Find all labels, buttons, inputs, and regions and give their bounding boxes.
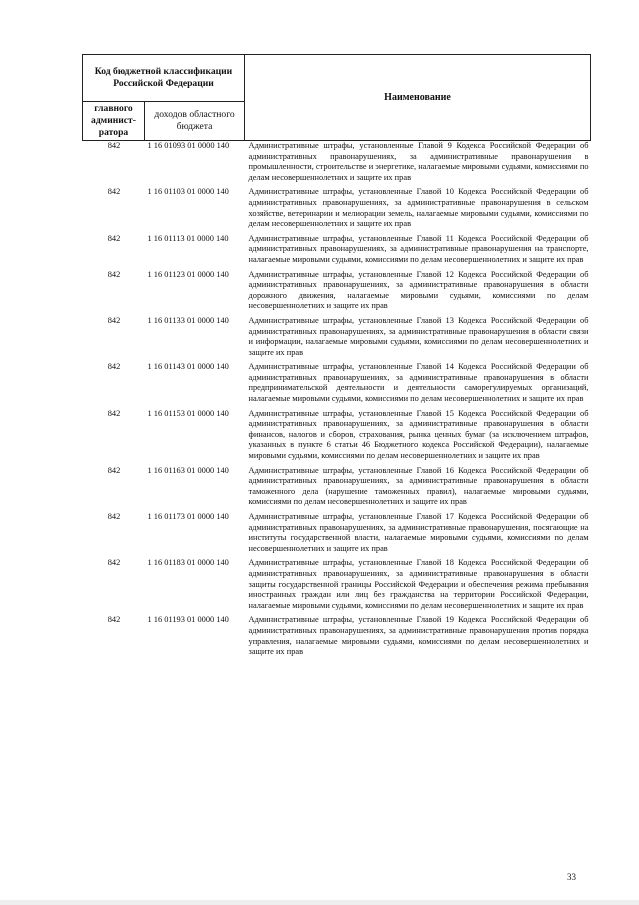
- income-code-cell: 1 16 01123 01 0000 140: [147, 269, 229, 279]
- admin-code-cell: 842: [107, 408, 121, 418]
- description-cell: Административные штрафы, установленные Главой 15 Кодекса Российской Федерации об административных правонарушениях, за административные правонарушения в области финансов, налогов и сборов, страхования, рынка ценных бумаг (за исключением штрафов, указанных в пункте 6 статьи 46 Бюджетного кодекса Российской Федерации), налагаемые мировыми судьями, комиссиями по делам несовершеннолетних и защите их прав: [248, 408, 589, 461]
- description-cell: Административные штрафы, установленные Главой 16 Кодекса Российской Федерации об административных правонарушениях, за административные правонарушения в области таможенного дела (нарушение таможенных правил), налагаемые мировыми судьями, комиссиями по делам несовершеннолетних и защите их прав: [248, 465, 589, 507]
- description-cell: Административные штрафы, установленные Главой 11 Кодекса Российской Федерации об административных правонарушениях, за административные правонарушения на транспорте, налагаемые мировыми судьями, комиссиями по делам несовершеннолетних и защите их прав: [248, 233, 589, 264]
- table-body: [83, 141, 591, 662]
- income-code-cell: 1 16 01133 01 0000 140: [147, 315, 229, 325]
- admin-code-cell: 842: [107, 315, 121, 325]
- income-code-cell: 1 16 01163 01 0000 140: [147, 465, 229, 475]
- admin-code-cell: 842: [107, 187, 121, 197]
- table-row: [83, 362, 591, 408]
- description-cell: Административные штрафы, установленные Главой 14 Кодекса Российской Федерации об административных правонарушениях, за административные правонарушения в области предпринимательской деятельности и деятельности саморегулируемых организаций, налагаемые мировыми судьями, комиссиями по делам несовершеннолетних и защите их прав: [248, 362, 589, 404]
- description-cell: Административные штрафы, установленные Главой 9 Кодекса Российской Федерации об административных правонарушениях, за административные правонарушения в промышленности, строительстве и энергетике, налагаемые мировыми судьями, комиссиями по делам несовершеннолетних и защите их прав: [248, 141, 589, 182]
- income-code-cell: 1 16 01173 01 0000 140: [147, 512, 229, 521]
- admin-code-cell: 842: [107, 465, 121, 475]
- income-code-cell: 1 16 01183 01 0000 140: [147, 558, 229, 568]
- income-code-cell: 1 16 01193 01 0000 140: [147, 615, 229, 625]
- admin-code-cell: 842: [107, 141, 121, 150]
- description-cell: Административные штрафы, установленные Главой 17 Кодекса Российской Федерации об административных правонарушениях, за административные правонарушения, посягающие на институты государственной власти, налагаемые мировыми судьями, комиссиями по делам несовершеннолетних и защите их прав: [248, 512, 589, 553]
- budget-classification-table: [82, 54, 591, 662]
- table-row: [83, 512, 591, 558]
- description-cell: Административные штрафы, установленные Главой 19 Кодекса Российской Федерации об административных правонарушениях, за административные правонарушения против порядка управления, налагаемые мировыми судьями, комиссиями по делам несовершеннолетних и защите их прав: [248, 615, 589, 657]
- table-header: [83, 55, 591, 141]
- admin-code-cell: 842: [107, 558, 121, 568]
- table-row: [83, 234, 591, 270]
- table-row: [83, 187, 591, 233]
- table-row: [83, 270, 591, 316]
- scan-bottom-edge: [0, 900, 639, 905]
- table-row: [83, 316, 591, 362]
- income-code-cell: 1 16 01113 01 0000 140: [147, 233, 229, 243]
- table-row: [83, 409, 591, 466]
- description-cell: Административные штрафы, установленные Главой 12 Кодекса Российской Федерации об административных правонарушениях, за административные правонарушения в области дорожного движения, налагаемые мировыми судьями, комиссиями по делам несовершеннолетних и защите их прав: [248, 269, 589, 311]
- header-budget-code-group: Код бюджетной классификации Российской Федерации: [83, 55, 245, 102]
- income-code-cell: 1 16 01093 01 0000 140: [147, 141, 230, 150]
- income-code-cell: 1 16 01143 01 0000 140: [147, 362, 229, 372]
- table-row: [83, 141, 591, 188]
- table-row: [83, 558, 591, 615]
- income-code-cell: 1 16 01103 01 0000 140: [147, 187, 229, 197]
- table-row: [83, 615, 591, 661]
- admin-code-cell: 842: [107, 233, 121, 243]
- header-name-column: Наименование: [245, 55, 591, 141]
- admin-code-cell: 842: [107, 269, 121, 279]
- description-cell: Административные штрафы, установленные Главой 18 Кодекса Российской Федерации об административных правонарушениях, за административные правонарушения в области защиты государственной границы Российской Федерации и обеспечения режима пребывания иностранных граждан или лиц без гражданства на территории Российской Федерации, налагаемые мировыми судьями, комиссиями по делам несовершеннолетних и защите их прав: [248, 558, 589, 610]
- page-number: 33: [567, 872, 576, 882]
- income-code-cell: 1 16 01153 01 0000 140: [147, 408, 229, 418]
- header-income-column: доходов областного бюджета: [145, 102, 245, 141]
- header-admin-column: главного админист-ратора: [83, 102, 145, 141]
- admin-code-cell: 842: [107, 512, 121, 521]
- admin-code-cell: 842: [107, 615, 121, 625]
- description-cell: Административные штрафы, установленные Главой 13 Кодекса Российской Федерации об административных правонарушениях, за административные правонарушения в области связи и информации, налагаемые мировыми судьями, комиссиями по делам несовершеннолетних и защите их прав: [248, 315, 589, 357]
- table-row: [83, 466, 591, 512]
- description-cell: Административные штрафы, установленные Главой 10 Кодекса Российской Федерации об административных правонарушениях, за административные правонарушения в сельском хозяйстве, ветеринарии и мелиорации земель, налагаемые мировыми судьями, комиссиями по делам несовершеннолетних и защите их прав: [248, 187, 589, 229]
- admin-code-cell: 842: [107, 362, 121, 372]
